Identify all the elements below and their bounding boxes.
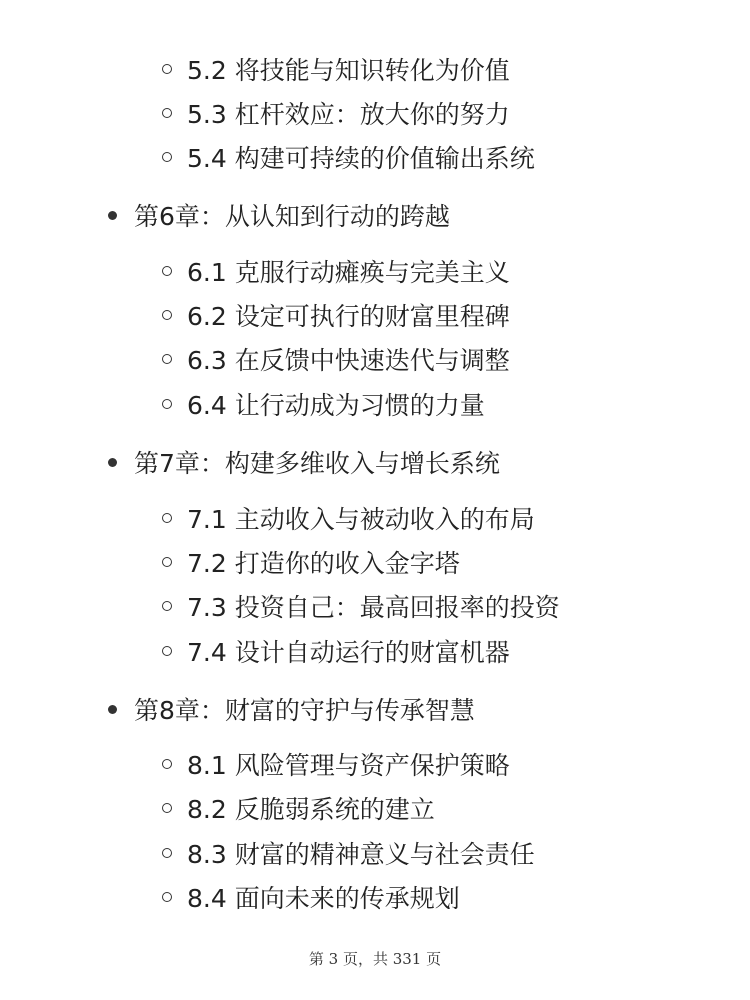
toc-section-5-4 — [162, 138, 535, 178]
chapter-title: 第8章：财富的守护与传承智慧 — [134, 696, 475, 725]
toc-chapter-6 — [108, 196, 450, 236]
circle-bullet-icon — [162, 848, 172, 858]
toc-section-8-1 — [162, 745, 510, 785]
disc-bullet-icon — [108, 211, 117, 220]
toc-chapter-8 — [108, 690, 475, 730]
chapter-title: 第6章：从认知到行动的跨越 — [134, 202, 450, 231]
toc-section-7-1 — [162, 499, 535, 539]
circle-bullet-icon — [162, 557, 172, 567]
section-title: 7.4 设计自动运行的财富机器 — [187, 638, 510, 667]
circle-bullet-icon — [162, 108, 172, 118]
circle-bullet-icon — [162, 513, 172, 523]
circle-bullet-icon — [162, 892, 172, 902]
section-title: 8.1 风险管理与资产保护策略 — [187, 751, 510, 780]
circle-bullet-icon — [162, 152, 172, 162]
section-title: 7.3 投资自己：最高回报率的投资 — [187, 593, 560, 622]
circle-bullet-icon — [162, 266, 172, 276]
section-title: 7.2 打造你的收入金字塔 — [187, 549, 460, 578]
toc-section-6-4 — [162, 385, 485, 425]
toc-section-7-2 — [162, 543, 460, 583]
toc-section-8-4 — [162, 878, 460, 918]
circle-bullet-icon — [162, 399, 172, 409]
toc-section-7-3 — [162, 587, 560, 627]
toc-chapter-7 — [108, 443, 500, 483]
circle-bullet-icon — [162, 803, 172, 813]
disc-bullet-icon — [108, 705, 117, 714]
section-title: 6.3 在反馈中快速迭代与调整 — [187, 346, 510, 375]
circle-bullet-icon — [162, 354, 172, 364]
section-title: 6.1 克服行动瘫痪与完美主义 — [187, 258, 510, 287]
circle-bullet-icon — [162, 646, 172, 656]
section-title: 8.4 面向未来的传承规划 — [187, 884, 460, 913]
circle-bullet-icon — [162, 310, 172, 320]
disc-bullet-icon — [108, 458, 117, 467]
circle-bullet-icon — [162, 601, 172, 611]
chapter-title: 第7章：构建多维收入与增长系统 — [134, 449, 500, 478]
toc-section-6-2 — [162, 296, 510, 336]
section-title: 8.3 财富的精神意义与社会责任 — [187, 840, 535, 869]
toc-section-6-3 — [162, 340, 510, 380]
circle-bullet-icon — [162, 759, 172, 769]
section-title: 7.1 主动收入与被动收入的布局 — [187, 505, 535, 534]
section-title: 6.2 设定可执行的财富里程碑 — [187, 302, 510, 331]
section-title: 6.4 让行动成为习惯的力量 — [187, 391, 485, 420]
section-title: 5.3 杠杆效应：放大你的努力 — [187, 100, 510, 129]
toc-section-6-1 — [162, 252, 510, 292]
section-title: 5.2 将技能与知识转化为价值 — [187, 56, 510, 85]
toc-section-5-2 — [162, 50, 510, 90]
page-number-footer: 第 3 页，共 331 页 — [308, 950, 442, 968]
toc-section-8-2 — [162, 789, 435, 829]
section-title: 8.2 反脆弱系统的建立 — [187, 795, 435, 824]
toc-section-5-3 — [162, 94, 510, 134]
section-title: 5.4 构建可持续的价值输出系统 — [187, 144, 535, 173]
circle-bullet-icon — [162, 64, 172, 74]
toc-section-8-3 — [162, 834, 535, 874]
toc-section-7-4 — [162, 632, 510, 672]
